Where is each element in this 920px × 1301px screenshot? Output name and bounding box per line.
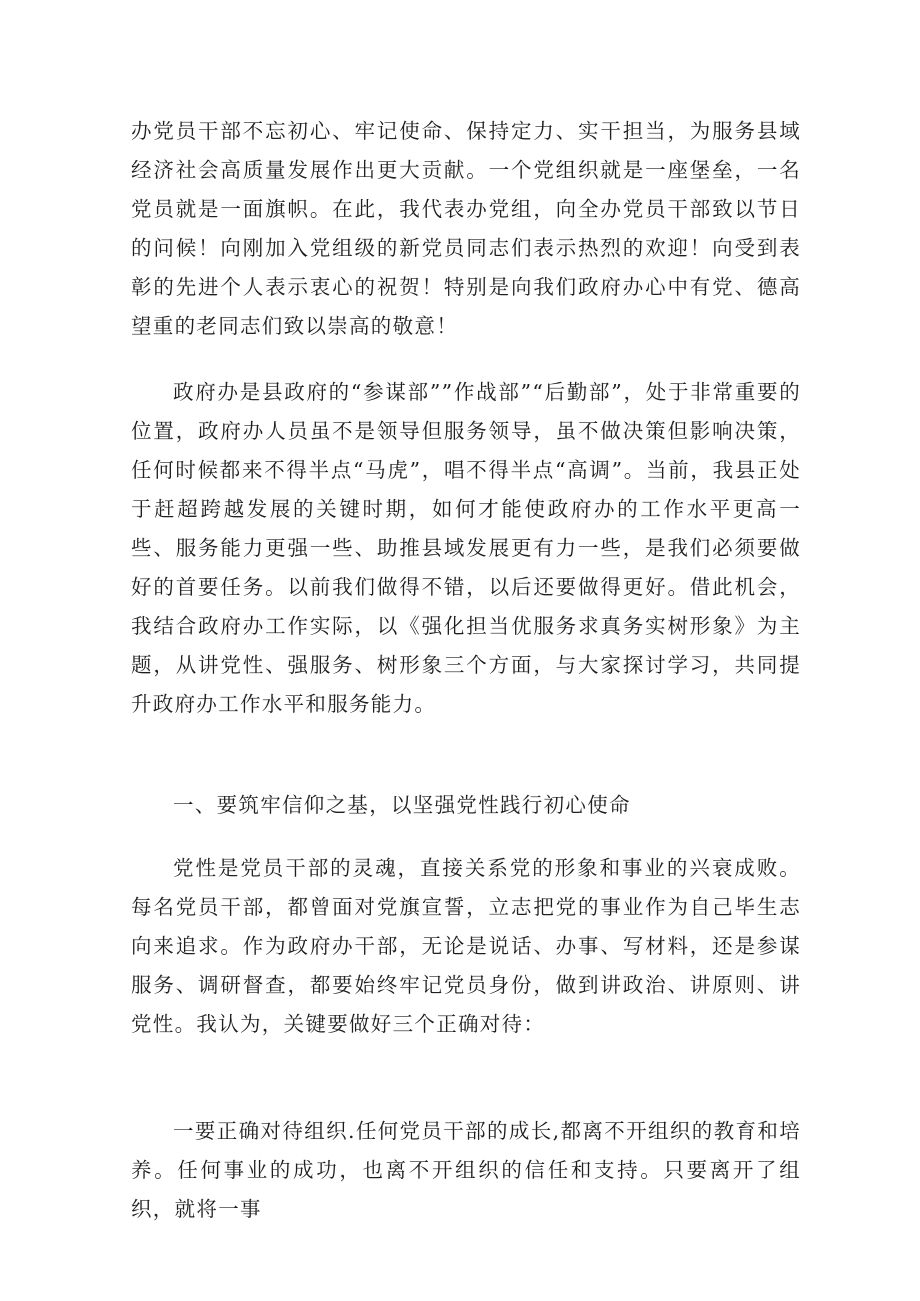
paragraph-text: 政府办是县政府的“参谋部””作战部”“后勤部”，处于非常重要的位置，政府办人员虽不是领导但服务领导，虽不做决策但影响决策，任何时候都来不得半点“马虎”，唱不得半点“高调”。当前，我县正处于赶超跨越发展的关键时期，如何才能使政府办的工作水平更高一些、服务能力更强一些、助推县域发展更有力一些，是我们必须要做好的首要任务。以前我们做得不错，以后还要做得更好。借此机会，我结合政府办工作实际，以《强化担当优服务求真务实树形象》为主题，从讲党性、强服务、树形象三个方面，与大家探讨学习，共同提升政府办工作水平和服务能力。 (131, 380, 801, 716)
section-heading-text: 一、要筑牢信仰之基，以坚强党性践行初心使命 (173, 793, 631, 817)
paragraph-treat-organization (131, 1112, 801, 1229)
paragraph-text: 党性是党员干部的灵魂，直接关系党的形象和事业的兴衰成败。每名党员干部，都曾面对党旗宣誓，立志把党的事业作为自己毕生志向来追求。作为政府办干部，无论是说话、办事、写材料，还是参谋服务、调研督查，都要始终牢记党员身份，做到讲政治、讲原则、讲党性。我认为，关键要做好三个正确对待： (131, 856, 801, 1036)
paragraph-party-spirit (131, 849, 801, 1044)
paragraph-government-office-role (131, 373, 801, 724)
paragraph-continuation (131, 112, 801, 346)
paragraph-text: 办党员干部不忘初心、牢记使命、保持定力、实干担当，为服务县域经济社会高质量发展作出更大贡献。一个党组织就是一座堡垒，一名党员就是一面旗帜。在此，我代表办党组，向全办党员干部致以节日的问候！向刚加入党组级的新党员同志们表示热烈的欢迎！向受到表彰的先进个人表示衷心的祝贺！特别是向我们政府办心中有党、德高望重的老同志们致以崇高的敬意！ (131, 119, 801, 338)
section-heading-1 (131, 786, 801, 825)
paragraph-text: 一要正确对待组织.任何党员干部的成长,都离不开组织的教育和培养。任何事业的成功，也离不开组织的信任和支持。只要离开了组织，就将一事 (131, 1119, 801, 1221)
